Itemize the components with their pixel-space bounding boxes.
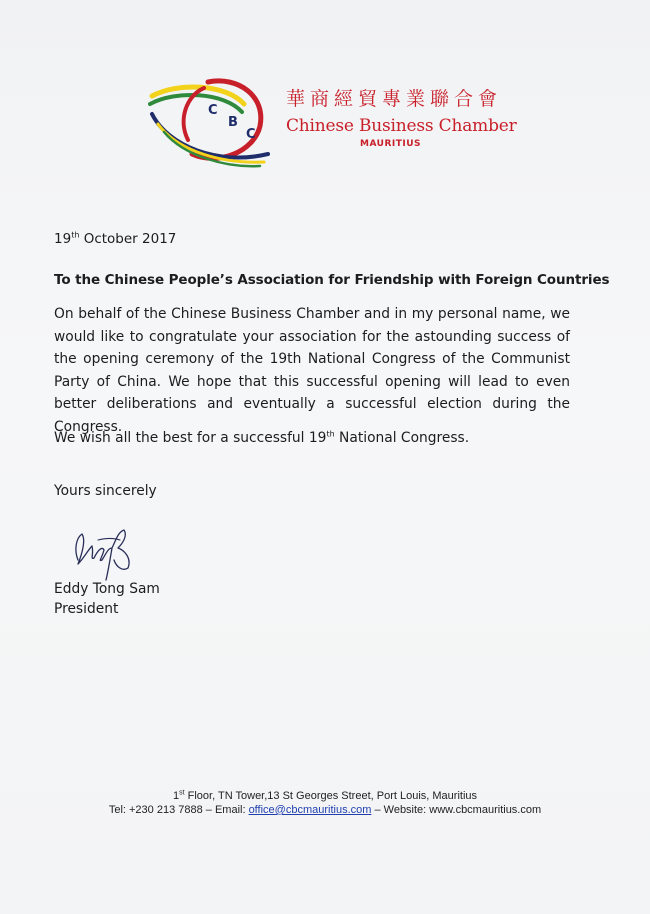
date-day: 19	[54, 231, 72, 247]
footer-address	[0, 790, 650, 802]
paragraph2-text-b: National Congress.	[334, 430, 470, 446]
signer-name: Eddy Tong Sam	[54, 581, 160, 597]
footer-address-text: Floor, TN Tower,13 St Georges Street, Port Louis, Mauritius	[184, 790, 478, 802]
footer-contact-suffix: – Website: www.cbcmauritius.com	[371, 804, 542, 816]
recipient-line: To the Chinese People’s Association for Friendship with Foreign Countries	[54, 272, 610, 288]
footer-contact-prefix: Tel: +230 213 7888 – Email:	[108, 804, 249, 816]
date-suffix: th	[71, 230, 80, 240]
cbc-logo	[148, 74, 283, 170]
paragraph2-text-a: We wish all the best for a successful 19	[54, 430, 327, 446]
logo-letter-c2: C	[246, 127, 256, 142]
signer-title: President	[54, 601, 119, 617]
footer-contact	[0, 804, 650, 816]
footer-email-link[interactable]: office@cbcmauritius.com	[248, 804, 372, 816]
org-country: MAURITIUS	[360, 139, 422, 149]
logo-letter-c1: C	[208, 103, 218, 118]
body-paragraph-1: On behalf of the Chinese Business Chamber and in my personal name, we would like to congratulate your association for the astounding success of the opening ceremony of the 19th National Congress of the Communist Party of China. We hope that this successful opening will lead to even better deliberations and eventually a successful election during the Congress.	[54, 306, 570, 435]
paragraph2-sup: th	[326, 429, 335, 439]
footer-floor-number: 1	[172, 790, 180, 802]
letter-date	[54, 231, 176, 247]
english-org-name: Chinese Business Chamber	[286, 116, 517, 136]
body-paragraph-2	[54, 427, 570, 450]
chinese-org-name: 華商經貿專業聯合會	[286, 88, 503, 110]
date-rest: October 2017	[79, 231, 177, 247]
letterhead	[148, 74, 517, 170]
handwritten-signature	[68, 520, 138, 582]
logo-letter-b: B	[228, 115, 238, 130]
footer-floor-sup: st	[179, 789, 185, 797]
closing-line: Yours sincerely	[54, 483, 157, 499]
